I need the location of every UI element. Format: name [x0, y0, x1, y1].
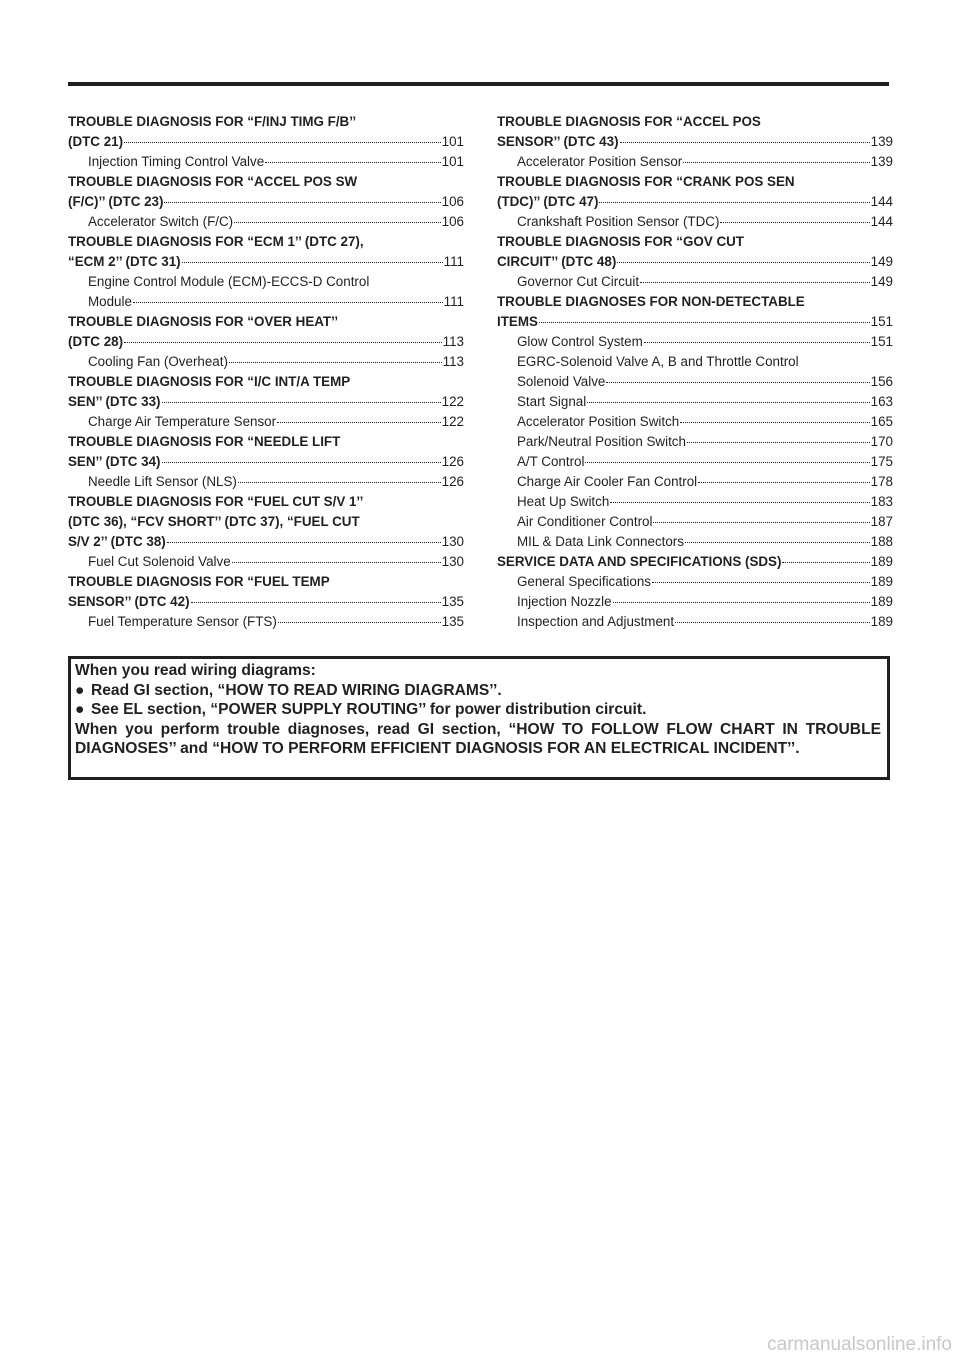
dot-leader [675, 622, 870, 623]
toc-page-number: 126 [441, 474, 464, 489]
toc-entry-title: (F/C)’’ (DTC 23) [68, 194, 164, 209]
toc-entry-title: TROUBLE DIAGNOSIS FOR “I/C INT/A TEMP [68, 374, 351, 389]
toc-subsection-entry[interactable] [497, 592, 893, 612]
note-bullet-text: See EL section, “POWER SUPPLY ROUTING’’ for power distribution circuit. [91, 701, 647, 719]
toc-entry-line [68, 272, 464, 292]
toc-page-number: 135 [441, 614, 464, 629]
toc-entry-line [68, 432, 464, 452]
toc-entry-title: Fuel Temperature Sensor (FTS) [88, 614, 277, 629]
toc-page-number: 189 [870, 554, 893, 569]
dot-leader [653, 522, 869, 523]
toc-entry-title: SENSOR’’ (DTC 43) [497, 134, 619, 149]
toc-subsection-entry[interactable] [68, 212, 464, 232]
toc-entry-line [497, 532, 893, 552]
toc-entry-line [68, 232, 464, 252]
toc-entry-line [497, 252, 893, 272]
note-bullet-text: Read GI section, “HOW TO READ WIRING DIAGRAMS’’. [91, 681, 502, 699]
toc-entry-line [497, 592, 893, 612]
toc-entry-title: S/V 2’’ (DTC 38) [68, 534, 166, 549]
toc-entry-title: TROUBLE DIAGNOSIS FOR “FUEL TEMP [68, 574, 330, 589]
toc-section-entry[interactable] [497, 112, 893, 152]
note-bullet-item [75, 681, 887, 701]
toc-entry-title: SERVICE DATA AND SPECIFICATIONS (SDS) [497, 554, 782, 569]
toc-section-entry[interactable] [68, 312, 464, 352]
toc-entry-line [497, 452, 893, 472]
toc-subsection-entry[interactable] [497, 392, 893, 412]
dot-leader [698, 482, 870, 483]
toc-entry-title: A/T Control [517, 454, 585, 469]
toc-entry-line [68, 212, 464, 232]
toc-entry-line [497, 372, 893, 392]
toc-entry-line [68, 512, 464, 532]
toc-entry-line [68, 152, 464, 172]
toc-entry-title: TROUBLE DIAGNOSIS FOR “ACCEL POS [497, 114, 761, 129]
toc-entry-title: TROUBLE DIAGNOSIS FOR “OVER HEAT’’ [68, 314, 339, 329]
dot-leader [191, 602, 441, 603]
toc-entry-title: TROUBLE DIAGNOSIS FOR “ECM 1’’ (DTC 27), [68, 234, 364, 249]
toc-entry-title: TROUBLE DIAGNOSIS FOR “FUEL CUT S/V 1’’ [68, 494, 364, 509]
toc-subsection-entry[interactable] [68, 612, 464, 632]
toc-entry-line [497, 392, 893, 412]
toc-subsection-entry[interactable] [497, 332, 893, 352]
toc-subsection-entry[interactable] [497, 472, 893, 492]
dot-leader [687, 442, 870, 443]
toc-entry-line [497, 192, 893, 212]
toc-entry-title: Crankshaft Position Sensor (TDC) [517, 214, 720, 229]
toc-entry-line [497, 352, 893, 372]
dot-leader [164, 202, 440, 203]
toc-page-number: 106 [441, 214, 464, 229]
dot-leader [539, 322, 870, 323]
toc-subsection-entry[interactable] [497, 432, 893, 452]
toc-entry-line [497, 272, 893, 292]
toc-entry-line [68, 612, 464, 632]
toc-subsection-entry[interactable] [68, 152, 464, 172]
dot-leader [685, 542, 870, 543]
note-paragraph: When you perform trouble diagnoses, read GI section, “HOW TO FOLLOW FLOW CHART IN TROUBLE DIAGNOSES’’ and “HOW TO PERFORM EFFICIENT DIAGNOSIS FOR AN ELECTRICAL INCIDENT’’. [75, 720, 881, 758]
dot-leader [620, 142, 870, 143]
note-bullet-item [75, 700, 887, 720]
dot-leader [162, 402, 441, 403]
dot-leader [234, 222, 441, 223]
toc-entry-line [68, 132, 464, 152]
toc-right-column [497, 112, 893, 632]
toc-page-number: 156 [870, 374, 893, 389]
toc-entry-title: Engine Control Module (ECM)-ECCS-D Control [88, 274, 370, 289]
dot-leader [585, 462, 869, 463]
toc-section-entry[interactable] [68, 232, 464, 272]
toc-entry-title: CIRCUIT’’ (DTC 48) [497, 254, 617, 269]
toc-section-entry[interactable] [68, 572, 464, 612]
toc-page-number: 111 [443, 254, 464, 269]
toc-page-number: 151 [870, 334, 893, 349]
toc-entry-title: Accelerator Position Sensor [517, 154, 683, 169]
dot-leader [232, 562, 441, 563]
toc-page-number: 113 [442, 334, 464, 349]
toc-subsection-entry[interactable] [497, 212, 893, 232]
toc-entry-title: Charge Air Cooler Fan Control [517, 474, 698, 489]
toc-entry-title: TROUBLE DIAGNOSIS FOR “NEEDLE LIFT [68, 434, 341, 449]
toc-page-number: 106 [441, 194, 464, 209]
toc-entry-line [497, 412, 893, 432]
dot-leader [277, 422, 441, 423]
dot-leader [644, 342, 870, 343]
toc-entry-line [497, 572, 893, 592]
toc-section-entry[interactable] [497, 292, 893, 332]
toc-section-entry[interactable] [497, 552, 893, 572]
toc-page-number: 188 [870, 534, 893, 549]
toc-entry-title: (DTC 28) [68, 334, 124, 349]
toc-section-entry[interactable] [497, 172, 893, 212]
toc-entry-line [68, 592, 464, 612]
toc-entry-title: (TDC)’’ (DTC 47) [497, 194, 599, 209]
toc-section-entry[interactable] [68, 372, 464, 412]
toc-page-number: 178 [870, 474, 893, 489]
toc-page-number: 189 [870, 574, 893, 589]
toc-page-number: 170 [870, 434, 893, 449]
toc-page-number: 113 [442, 354, 464, 369]
toc-entry-line [497, 112, 893, 132]
toc-entry-title: Start Signal [517, 394, 587, 409]
toc-page-number: 101 [441, 154, 464, 169]
toc-entry-title: TROUBLE DIAGNOSIS FOR “ACCEL POS SW [68, 174, 358, 189]
toc-entry-title: Accelerator Switch (F/C) [88, 214, 234, 229]
dot-leader [640, 282, 870, 283]
dot-leader [617, 262, 869, 263]
watermark: carmanualsonline.info [767, 1334, 952, 1355]
toc-page-number: 149 [870, 274, 893, 289]
toc-page-number: 111 [443, 294, 464, 309]
toc-entry-title: EGRC-Solenoid Valve A, B and Throttle Control [517, 354, 799, 369]
toc-subsection-entry[interactable] [497, 352, 893, 392]
toc-entry-title: (DTC 21) [68, 134, 124, 149]
toc-page-number: 149 [870, 254, 893, 269]
toc-subsection-entry[interactable] [68, 352, 464, 372]
dot-leader [124, 142, 441, 143]
toc-subsection-entry[interactable] [497, 272, 893, 292]
toc-entry-line [68, 112, 464, 132]
toc-subsection-entry[interactable] [68, 472, 464, 492]
toc-entry-title: General Specifications [517, 574, 651, 589]
toc-entry-line [497, 152, 893, 172]
toc-entry-title: SEN’’ (DTC 33) [68, 394, 161, 409]
toc-entry-line [497, 552, 893, 572]
toc-entry-title: SENSOR’’ (DTC 42) [68, 594, 190, 609]
dot-leader [124, 342, 442, 343]
dot-leader [683, 162, 869, 163]
wiring-diagram-note [68, 656, 890, 780]
toc-entry-line [68, 352, 464, 372]
dot-leader [182, 262, 443, 263]
toc-subsection-entry[interactable] [68, 552, 464, 572]
toc-subsection-entry[interactable] [497, 152, 893, 172]
toc-entry-line [497, 212, 893, 232]
toc-entry-title: Inspection and Adjustment [517, 614, 675, 629]
toc-subsection-entry[interactable] [497, 412, 893, 432]
toc-section-entry[interactable] [68, 112, 464, 152]
bullet-icon: ● [75, 701, 85, 719]
toc-entry-line [68, 552, 464, 572]
toc-subsection-entry[interactable] [497, 512, 893, 532]
toc-page-number: 139 [870, 134, 893, 149]
toc-page-number: 130 [441, 554, 464, 569]
toc-entry-line [68, 312, 464, 332]
toc-entry-line [68, 452, 464, 472]
toc-entry-title: Park/Neutral Position Switch [517, 434, 686, 449]
dot-leader [680, 422, 869, 423]
toc-page-number: 144 [870, 194, 893, 209]
dot-leader [167, 542, 441, 543]
toc-entry-title: SEN’’ (DTC 34) [68, 454, 161, 469]
toc-entry-line [68, 252, 464, 272]
toc-entry-title: Cooling Fan (Overheat) [88, 354, 228, 369]
toc-entry-title: TROUBLE DIAGNOSIS FOR “CRANK POS SEN [497, 174, 795, 189]
toc-page-number: 135 [441, 594, 464, 609]
toc-entry-line [497, 612, 893, 632]
toc-entry-title: Governor Cut Circuit [517, 274, 640, 289]
toc-section-entry[interactable] [497, 232, 893, 272]
toc-entry-line [68, 332, 464, 352]
toc-entry-line [497, 332, 893, 352]
toc-page-number: 130 [441, 534, 464, 549]
toc-entry-title: Accelerator Position Switch [517, 414, 680, 429]
toc-entry-title: Air Conditioner Control [517, 514, 653, 529]
top-rule [68, 82, 889, 86]
toc-page-number: 189 [870, 594, 893, 609]
toc-subsection-entry[interactable] [497, 452, 893, 472]
dot-leader [133, 302, 443, 303]
toc-page-number: 101 [441, 134, 464, 149]
toc-subsection-entry[interactable] [497, 572, 893, 592]
toc-page-number: 144 [870, 214, 893, 229]
toc-page-number: 139 [870, 154, 893, 169]
toc-entry-line [497, 512, 893, 532]
toc-page-number: 122 [441, 414, 464, 429]
toc-entry-title: Glow Control System [517, 334, 643, 349]
toc-entry-title: ITEMS [497, 314, 538, 329]
toc-entry-title: MIL & Data Link Connectors [517, 534, 684, 549]
toc-page-number: 126 [441, 454, 464, 469]
toc-entry-title: Heat Up Switch [517, 494, 610, 509]
toc-entry-title: Injection Nozzle [517, 594, 612, 609]
toc-entry-line [497, 292, 893, 312]
bullet-icon: ● [75, 681, 85, 699]
dot-leader [238, 482, 441, 483]
toc-page-number: 189 [870, 614, 893, 629]
toc-entry-line [497, 492, 893, 512]
toc-subsection-entry[interactable] [497, 492, 893, 512]
toc-entry-line [68, 472, 464, 492]
toc-entry-line [497, 472, 893, 492]
toc-entry-title: Needle Lift Sensor (NLS) [88, 474, 237, 489]
dot-leader [587, 402, 869, 403]
toc-entry-line [68, 492, 464, 512]
toc-entry-title: (DTC 36), “FCV SHORT’’ (DTC 37), “FUEL CUT [68, 514, 360, 529]
toc-subsection-entry[interactable] [497, 612, 893, 632]
dot-leader [613, 602, 870, 603]
toc-entry-title: Solenoid Valve [517, 374, 606, 389]
toc-subsection-entry[interactable] [497, 532, 893, 552]
toc-left-column [68, 112, 464, 632]
dot-leader [652, 582, 870, 583]
dot-leader [599, 202, 869, 203]
toc-page-number: 163 [870, 394, 893, 409]
toc-section-entry[interactable] [68, 492, 464, 552]
toc-entry-title: Charge Air Temperature Sensor [88, 414, 277, 429]
toc-entry-title: “ECM 2’’ (DTC 31) [68, 254, 181, 269]
dot-leader [720, 222, 869, 223]
toc-entry-line [497, 172, 893, 192]
toc-entry-title: TROUBLE DIAGNOSIS FOR “F/INJ TIMG F/B’’ [68, 114, 357, 129]
toc-entry-line [68, 532, 464, 552]
toc-entry-title: Fuel Cut Solenoid Valve [88, 554, 231, 569]
toc-entry-title: Module [88, 294, 132, 309]
toc-section-entry[interactable] [68, 432, 464, 472]
dot-leader [229, 362, 442, 363]
toc-entry-line [497, 312, 893, 332]
toc-page-number: 165 [870, 414, 893, 429]
dot-leader [265, 162, 441, 163]
toc-entry-title: Injection Timing Control Valve [88, 154, 265, 169]
toc-entry-title: TROUBLE DIAGNOSES FOR NON-DETECTABLE [497, 294, 805, 309]
toc-page-number: 187 [870, 514, 893, 529]
toc-subsection-entry[interactable] [68, 272, 464, 312]
dot-leader [278, 622, 441, 623]
toc-page-number: 122 [441, 394, 464, 409]
dot-leader [162, 462, 441, 463]
dot-leader [606, 382, 869, 383]
toc-entry-line [68, 192, 464, 212]
toc-entry-title: TROUBLE DIAGNOSIS FOR “GOV CUT [497, 234, 744, 249]
toc-entry-line [497, 232, 893, 252]
toc-entry-line [497, 432, 893, 452]
toc-entry-line [68, 292, 464, 312]
toc-entry-line [68, 572, 464, 592]
dot-leader [782, 562, 869, 563]
toc-subsection-entry[interactable] [68, 412, 464, 432]
toc-section-entry[interactable] [68, 172, 464, 212]
toc-entry-line [497, 132, 893, 152]
toc-entry-line [68, 412, 464, 432]
note-heading: When you read wiring diagrams: [75, 662, 316, 679]
toc-entry-line [68, 392, 464, 412]
toc-page-number: 151 [870, 314, 893, 329]
toc-page-number: 175 [870, 454, 893, 469]
toc-page-number: 183 [870, 494, 893, 509]
toc-entry-line [68, 172, 464, 192]
toc-entry-line [68, 372, 464, 392]
dot-leader [610, 502, 869, 503]
